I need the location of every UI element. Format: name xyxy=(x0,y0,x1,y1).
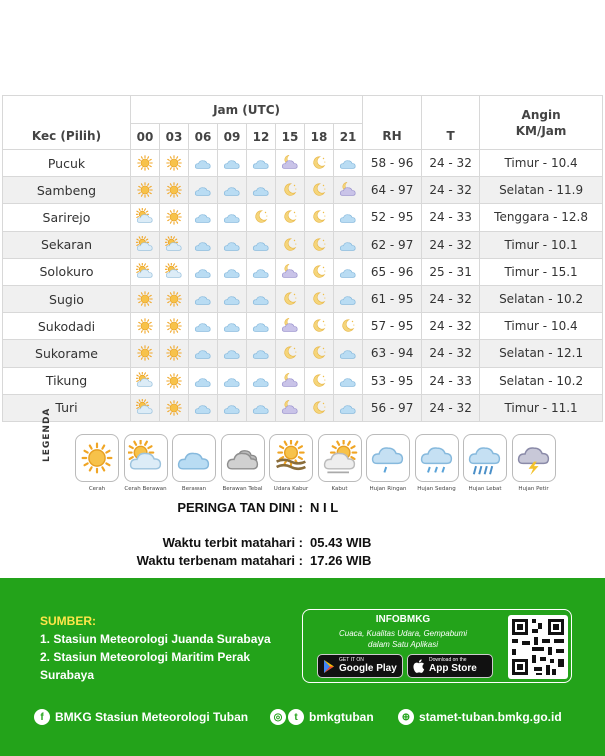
legend-item xyxy=(366,434,410,492)
sun-icon xyxy=(131,344,159,362)
weather-cell xyxy=(305,313,334,340)
kecamatan-cell[interactable]: Sukodadi xyxy=(3,313,131,340)
weather-cell xyxy=(247,231,276,258)
table-row xyxy=(3,258,603,285)
app-subtitle-line2: dalam Satu Aplikasi xyxy=(368,640,438,649)
weather-cell xyxy=(305,150,334,177)
weather-cell xyxy=(189,367,218,394)
header-jam: Jam (UTC) xyxy=(131,96,363,124)
weather-cell xyxy=(305,177,334,204)
cloud-icon xyxy=(189,399,217,417)
terbenam-row xyxy=(0,553,605,571)
table-row xyxy=(3,394,603,421)
weather-cell xyxy=(160,285,189,312)
sun-icon xyxy=(160,399,188,417)
weather-cell xyxy=(218,231,247,258)
weather-cell xyxy=(276,285,305,312)
weather-cell xyxy=(247,177,276,204)
rh-cell: 56 - 97 xyxy=(363,394,422,421)
moon-icon xyxy=(276,290,304,308)
kecamatan-cell[interactable]: Sambeng xyxy=(3,177,131,204)
weather-cell xyxy=(218,340,247,367)
google-play-label: Google Play xyxy=(339,663,397,674)
cloud-icon xyxy=(334,263,362,281)
peringatan-label: PERINGA TAN DINI : xyxy=(177,500,303,515)
weather-cell xyxy=(160,367,189,394)
weather-cell xyxy=(218,177,247,204)
peringatan-value: N I L xyxy=(310,500,339,515)
weather-cell xyxy=(305,340,334,367)
angin-cell: Timur - 11.1 xyxy=(480,394,603,421)
legend-label: Cerah xyxy=(88,486,106,492)
header-angin-line1: Angin xyxy=(521,107,561,122)
rh-cell: 61 - 95 xyxy=(363,285,422,312)
facebook-link[interactable] xyxy=(34,709,248,725)
legend-label: Hujan Lebat xyxy=(468,486,502,492)
rain-heavy-icon xyxy=(463,434,507,482)
cloud-icon xyxy=(189,344,217,362)
globe-icon: ⊕ xyxy=(398,709,414,725)
apple-icon xyxy=(413,659,425,673)
cloud-icon xyxy=(247,344,275,362)
weather-cell xyxy=(189,177,218,204)
legend-label: Cerah Berawan xyxy=(124,486,167,492)
weather-cell xyxy=(131,258,160,285)
weather-cell xyxy=(160,150,189,177)
kecamatan-cell[interactable]: Solokuro xyxy=(3,258,131,285)
moon-icon xyxy=(305,263,333,281)
thunder-icon xyxy=(512,434,556,482)
cloud-icon xyxy=(247,290,275,308)
weather-cell xyxy=(160,394,189,421)
legend-label: Berawan xyxy=(181,486,207,492)
sumber-block xyxy=(40,612,271,684)
terbit-label: Waktu terbit matahari : xyxy=(162,535,303,550)
t-cell: 24 - 32 xyxy=(422,177,480,204)
weather-cell xyxy=(131,394,160,421)
weather-cell xyxy=(218,258,247,285)
weather-cell xyxy=(160,204,189,231)
cloud-icon xyxy=(218,344,246,362)
legend-label: Hujan Petir xyxy=(518,486,549,492)
sun-icon xyxy=(131,181,159,199)
cloud-icon xyxy=(189,154,217,172)
weather-cell xyxy=(189,204,218,231)
header-hour: 21 xyxy=(334,124,363,150)
weather-cell xyxy=(334,367,363,394)
weather-cell xyxy=(131,285,160,312)
weather-cell xyxy=(247,367,276,394)
moon-icon xyxy=(276,208,304,226)
weather-cell xyxy=(160,313,189,340)
cloud-icon xyxy=(172,434,216,482)
header-hour: 06 xyxy=(189,124,218,150)
cloud-icon xyxy=(334,236,362,254)
sun-cloud-icon xyxy=(131,263,159,281)
legend-label: Kabut xyxy=(331,486,348,492)
website-link[interactable] xyxy=(398,709,562,725)
cloud-icon xyxy=(189,290,217,308)
social-handle-label: bmkgtuban xyxy=(309,710,374,724)
weather-cell xyxy=(189,285,218,312)
sun-cloud-icon xyxy=(124,434,168,482)
header-kec[interactable]: Kec (Pilih) xyxy=(3,96,131,150)
terbenam-value: 17.26 WIB xyxy=(310,553,372,568)
weather-cell xyxy=(247,340,276,367)
angin-cell: Selatan - 12.1 xyxy=(480,340,603,367)
moon-icon xyxy=(276,236,304,254)
cloud-icon xyxy=(189,263,217,281)
google-play-button[interactable] xyxy=(317,654,403,678)
weather-cell xyxy=(131,150,160,177)
rh-cell: 52 - 95 xyxy=(363,204,422,231)
sumber-heading: SUMBER: xyxy=(40,614,96,628)
legend-label: Udara Kabur xyxy=(273,486,309,492)
angin-cell: Selatan - 11.9 xyxy=(480,177,603,204)
sun-icon xyxy=(160,372,188,390)
header-hour: 18 xyxy=(305,124,334,150)
t-cell: 24 - 32 xyxy=(422,150,480,177)
rh-cell: 65 - 96 xyxy=(363,258,422,285)
cloud-icon xyxy=(189,317,217,335)
table-row xyxy=(3,150,603,177)
weather-cell xyxy=(218,285,247,312)
app-store-button[interactable] xyxy=(407,654,493,678)
cloud-icon xyxy=(189,372,217,390)
kecamatan-cell[interactable]: Tikung xyxy=(3,367,131,394)
sun-cloud-icon xyxy=(131,372,159,390)
weather-cell xyxy=(334,150,363,177)
table-row xyxy=(3,231,603,258)
sun-icon xyxy=(131,154,159,172)
weather-cell xyxy=(276,204,305,231)
weather-cell xyxy=(160,177,189,204)
weather-cell xyxy=(334,340,363,367)
weather-cell xyxy=(218,313,247,340)
weather-cell xyxy=(305,258,334,285)
cloud-icon xyxy=(189,181,217,199)
weather-cell xyxy=(189,313,218,340)
cloud-icon xyxy=(247,154,275,172)
kecamatan-cell[interactable]: Turi xyxy=(3,394,131,421)
moon-icon xyxy=(305,290,333,308)
legend-label: Berawan Tebal xyxy=(222,486,263,492)
google-play-icon xyxy=(323,660,335,673)
header-hour: 09 xyxy=(218,124,247,150)
moon-icon xyxy=(276,181,304,199)
cloud-icon xyxy=(247,317,275,335)
table-row xyxy=(3,367,603,394)
legend-label: Hujan Ringan xyxy=(369,486,407,492)
header-angin xyxy=(480,96,603,150)
night-cloud-icon xyxy=(276,263,304,281)
weather-cell xyxy=(189,258,218,285)
cloud-icon xyxy=(218,181,246,199)
angin-cell: Selatan - 10.2 xyxy=(480,285,603,312)
weather-cell xyxy=(131,177,160,204)
cloud-icon xyxy=(218,399,246,417)
cloud-icon xyxy=(334,290,362,308)
weather-cell xyxy=(276,150,305,177)
angin-cell: Timur - 15.1 xyxy=(480,258,603,285)
table-row xyxy=(3,340,603,367)
cloud-icon xyxy=(334,208,362,226)
legend-label: Hujan Sedang xyxy=(417,486,456,492)
cloud-icon xyxy=(247,236,275,254)
haze-icon xyxy=(269,434,313,482)
weather-cell xyxy=(276,258,305,285)
cloud-icon xyxy=(218,154,246,172)
cloud-icon xyxy=(218,208,246,226)
weather-cell xyxy=(305,285,334,312)
sun-cloud-icon xyxy=(160,263,188,281)
angin-cell: Selatan - 10.2 xyxy=(480,367,603,394)
sun-icon xyxy=(160,344,188,362)
table-row xyxy=(3,177,603,204)
t-cell: 24 - 33 xyxy=(422,204,480,231)
weather-cell xyxy=(247,285,276,312)
fog-icon xyxy=(318,434,362,482)
table-row xyxy=(3,313,603,340)
rh-cell: 53 - 95 xyxy=(363,367,422,394)
moon-icon xyxy=(247,208,275,226)
weather-cell xyxy=(218,394,247,421)
weather-cell xyxy=(218,150,247,177)
rh-cell: 62 - 97 xyxy=(363,231,422,258)
weather-cell xyxy=(334,231,363,258)
rain-light-icon xyxy=(366,434,410,482)
app-title: INFOBMKG xyxy=(375,614,431,625)
weather-cell xyxy=(218,367,247,394)
cloud-icon xyxy=(218,263,246,281)
table-row xyxy=(3,285,603,312)
weather-cell xyxy=(131,313,160,340)
forecast-table xyxy=(2,95,603,422)
legend-item xyxy=(415,434,459,492)
moon-icon xyxy=(305,181,333,199)
legend-item xyxy=(75,434,119,492)
facebook-label: BMKG Stasiun Meteorologi Tuban xyxy=(55,710,249,724)
terbenam-label: Waktu terbenam matahari : xyxy=(136,553,303,568)
weather-cell xyxy=(276,367,305,394)
weather-cell xyxy=(247,313,276,340)
t-cell: 24 - 32 xyxy=(422,285,480,312)
sun-cloud-icon xyxy=(131,236,159,254)
weather-cell xyxy=(276,394,305,421)
rh-cell: 64 - 97 xyxy=(363,177,422,204)
sun-icon xyxy=(160,290,188,308)
kecamatan-cell[interactable]: Sarirejo xyxy=(3,204,131,231)
weather-cell xyxy=(276,313,305,340)
app-store-label: App Store xyxy=(429,663,477,674)
angin-cell: Timur - 10.1 xyxy=(480,231,603,258)
moon-icon xyxy=(305,344,333,362)
sumber-item-1: 1. Stasiun Meteorologi Juanda Surabaya xyxy=(40,632,271,646)
weather-cell xyxy=(305,204,334,231)
weather-cell xyxy=(276,340,305,367)
legend-item xyxy=(124,434,168,492)
sun-icon xyxy=(131,317,159,335)
weather-cell xyxy=(247,394,276,421)
legend-item xyxy=(463,434,507,492)
legend-item xyxy=(512,434,556,492)
terbit-value: 05.43 WIB xyxy=(310,535,372,550)
weather-cell xyxy=(305,394,334,421)
sun-cloud-icon xyxy=(131,208,159,226)
rain-medium-icon xyxy=(415,434,459,482)
cloud-icon xyxy=(334,399,362,417)
moon-icon xyxy=(305,372,333,390)
night-cloud-icon xyxy=(334,181,362,199)
qr-code[interactable] xyxy=(508,615,568,679)
sumber-item-2-cont: Surabaya xyxy=(40,668,95,682)
angin-cell: Timur - 10.4 xyxy=(480,150,603,177)
app-subtitle-line1: Cuaca, Kualitas Udara, Gempabumi xyxy=(338,629,468,638)
cloud-icon xyxy=(334,154,362,172)
legend-item xyxy=(221,434,265,492)
header-t: T xyxy=(422,96,480,150)
weather-cell xyxy=(218,204,247,231)
weather-cell xyxy=(160,231,189,258)
sun-icon xyxy=(160,154,188,172)
moon-icon xyxy=(305,154,333,172)
t-cell: 24 - 32 xyxy=(422,340,480,367)
moon-icon xyxy=(305,399,333,417)
sun-icon xyxy=(160,181,188,199)
legend-item xyxy=(269,434,313,492)
terbit-row xyxy=(0,535,605,553)
moon-icon xyxy=(305,208,333,226)
header-angin-line2: KM/Jam xyxy=(515,123,567,138)
weather-cell xyxy=(131,204,160,231)
weather-cell xyxy=(131,340,160,367)
kecamatan-cell[interactable]: Sekaran xyxy=(3,231,131,258)
weather-cell xyxy=(334,313,363,340)
app-store-small: Download on the xyxy=(429,657,467,663)
kecamatan-cell[interactable]: Sukorame xyxy=(3,340,131,367)
legend-item xyxy=(172,434,216,492)
cloud-icon xyxy=(247,399,275,417)
weather-cell xyxy=(189,340,218,367)
t-cell: 24 - 32 xyxy=(422,313,480,340)
weather-cell xyxy=(189,394,218,421)
twitter-icon: t xyxy=(288,709,304,725)
moon-icon xyxy=(276,344,304,362)
thick-cloud-icon xyxy=(221,434,265,482)
sun-cloud-icon xyxy=(160,236,188,254)
kecamatan-cell[interactable]: Pucuk xyxy=(3,150,131,177)
header-hour: 03 xyxy=(160,124,189,150)
weather-cell xyxy=(305,367,334,394)
weather-cell xyxy=(131,367,160,394)
cloud-icon xyxy=(189,236,217,254)
footer xyxy=(0,578,605,756)
kecamatan-cell[interactable]: Sugio xyxy=(3,285,131,312)
legend-title: LEGENDA xyxy=(42,407,52,462)
sumber-item-2: 2. Stasiun Meteorologi Maritim Perak xyxy=(40,650,251,664)
weather-cell xyxy=(276,177,305,204)
qr-code-graphic xyxy=(508,615,568,679)
header-hour: 12 xyxy=(247,124,276,150)
cloud-icon xyxy=(334,344,362,362)
google-play-small: GET IT ON xyxy=(339,657,364,663)
sun-icon xyxy=(160,208,188,226)
weather-cell xyxy=(247,204,276,231)
weather-cell xyxy=(334,177,363,204)
weather-cell xyxy=(305,231,334,258)
header-rh: RH xyxy=(363,96,422,150)
cloud-icon xyxy=(334,372,362,390)
sun-icon xyxy=(160,317,188,335)
angin-cell: Tenggara - 12.8 xyxy=(480,204,603,231)
moon-icon xyxy=(305,317,333,335)
t-cell: 25 - 31 xyxy=(422,258,480,285)
night-cloud-icon xyxy=(276,154,304,172)
cloud-icon xyxy=(218,236,246,254)
weather-cell xyxy=(334,394,363,421)
weather-cell xyxy=(334,258,363,285)
cloud-icon xyxy=(218,290,246,308)
weather-cell xyxy=(160,258,189,285)
cloud-icon xyxy=(189,208,217,226)
moon-icon xyxy=(305,236,333,254)
weather-cell xyxy=(334,285,363,312)
weather-cell xyxy=(189,150,218,177)
moon-icon xyxy=(334,317,362,335)
weather-cell xyxy=(247,258,276,285)
weather-cell xyxy=(189,231,218,258)
weather-cell xyxy=(334,204,363,231)
cloud-icon xyxy=(247,181,275,199)
angin-cell: Timur - 10.4 xyxy=(480,313,603,340)
cloud-icon xyxy=(247,372,275,390)
legend-item xyxy=(318,434,362,492)
table-row xyxy=(3,204,603,231)
night-cloud-icon xyxy=(276,317,304,335)
rh-cell: 58 - 96 xyxy=(363,150,422,177)
sun-icon xyxy=(75,434,119,482)
weather-cell xyxy=(247,150,276,177)
weather-cell xyxy=(160,340,189,367)
app-subtitle xyxy=(303,628,503,650)
t-cell: 24 - 33 xyxy=(422,367,480,394)
cloud-icon xyxy=(218,317,246,335)
peringatan-row xyxy=(0,500,605,518)
sun-cloud-icon xyxy=(131,399,159,417)
website-label: stamet-tuban.bmkg.go.id xyxy=(419,710,562,724)
rh-cell: 63 - 94 xyxy=(363,340,422,367)
weather-cell xyxy=(276,231,305,258)
rh-cell: 57 - 95 xyxy=(363,313,422,340)
cloud-icon xyxy=(218,372,246,390)
instagram-icon: ◎ xyxy=(270,709,286,725)
weather-cell xyxy=(131,231,160,258)
t-cell: 24 - 32 xyxy=(422,394,480,421)
facebook-icon: f xyxy=(34,709,50,725)
sun-icon xyxy=(131,290,159,308)
header-hour: 15 xyxy=(276,124,305,150)
t-cell: 24 - 32 xyxy=(422,231,480,258)
social-handle-link[interactable] xyxy=(270,709,374,725)
cloud-icon xyxy=(247,263,275,281)
header-hour: 00 xyxy=(131,124,160,150)
night-cloud-icon xyxy=(276,399,304,417)
infobmkg-app-box xyxy=(302,609,572,683)
night-cloud-icon xyxy=(276,372,304,390)
